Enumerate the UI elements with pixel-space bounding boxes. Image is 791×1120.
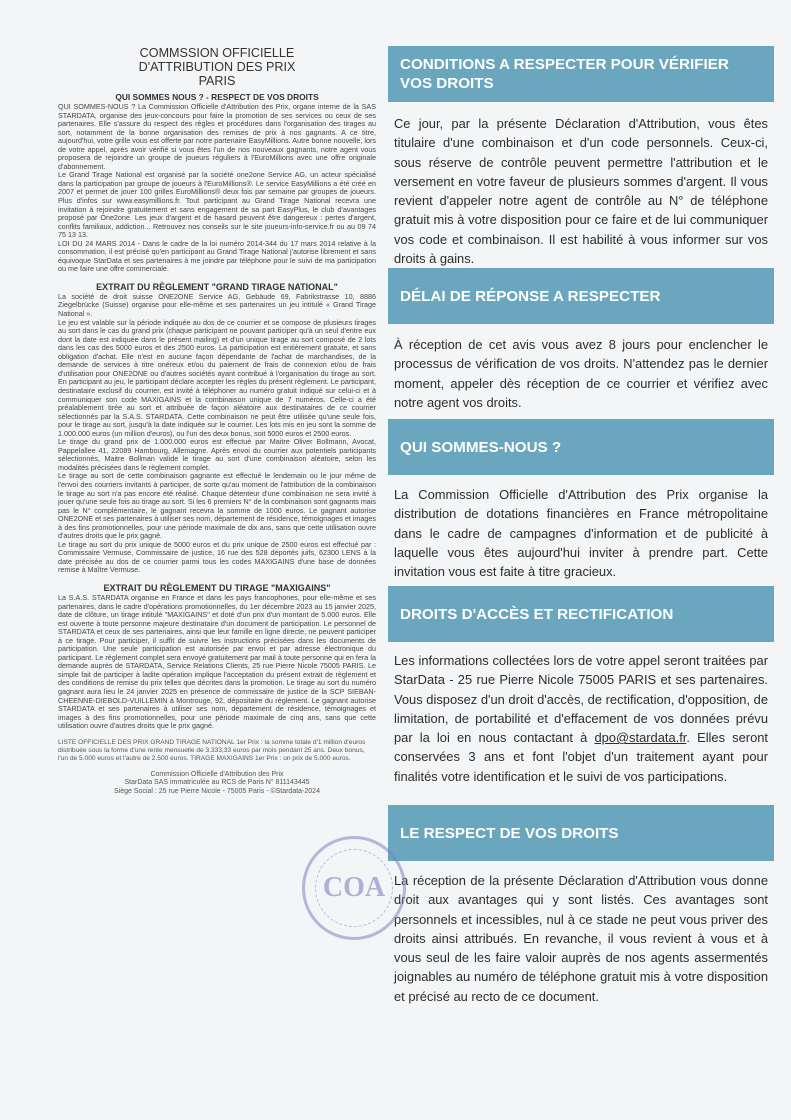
footer-line-3: Siège Social : 25 rue Pierre Nicole - 75005 Paris - ©Stardata-2024 [114,787,320,795]
who-banner: QUI SOMMES-NOUS ? [388,419,774,475]
gtn-paragraph-5: Le tirage au sort du prix unique de 5000 euros et du prix unique de 2500 euros est effectué par : Commissaire Vermuse, Commissaire de justice, 16 rue des 528 déportés juifs, 62300 LENS à la date précisée au dos de ce courrier parmi tous les codes MAXIGAINS d'une base de données remise à Maître Vermuse. [58,539,376,575]
regulations-column [58,46,376,796]
delay-banner: DÉLAI DE RÉPONSE A RESPECTER [388,268,774,324]
gtn-paragraph-2: Le jeu est valable sur la période indiquée au dos de ce courrier et se compose de plusieurs tirages au sort dans le cas du grand prix (chaque participant ne pouvant participer qu'à un seul d'entre eux dont la date est indiquée dans le présent mailing) et d'un unique tirage au sort composé de 2 lots dans les cas des 5000 euros et des 2500 euros. La participation est entièrement gratuite, et sans obligation d'achat. Elle n'est en aucune façon dépendante de l'achat de marchandises, de la demande de services à titre onéreux et/ou du paiement de frais de connexion et/ou de frais d'utilisation pour ONE2ONE ou d'autres sociétés ayant contribué à l'organisation du tirage au sort. En participant au jeu, le participant déclare accepter les règles du présent règlement. Le participant, destinataire exclusif du courrier, est invité à téléphoner au numéro gratuit indiqué sur celui-ci et à communiquer son code MAXIGAINS et la combinaison unique de 7 numéros. Celle-ci a été préalablement tirée au sort et attribuée de façon aléatoire aux destinataires de ce courrier sélectionnés par la S.A.S. STARDATA. Cette combinaison ne peut être utilisée qu'une seule fois, pour le tirage au sort, jusqu'à la date indiquée sur le courrier. Les lots mis en jeu sont la somme de 1.000.000 euros (un million d'euros), ou l'un des deux bonus, soit 5000 euros et 2500 euros. [58,317,376,438]
title-line-1: COMMSSION OFFICIELLE [139,46,295,60]
access-rights-banner: DROITS D'ACCÈS ET RECTIFICATION [388,586,774,642]
commission-title [58,46,376,88]
respect-text: La réception de la présente Déclaration d'Attribution vous donne droit aux avantages qui y sont listés. Ces avantages sont personnels et incessibles, nul à ce stade ne peut vous priver des droits ainsi attribués. En revanche, il vous revient à vous et à vous seul de les faire valoir auprès de nos agents assermentés joignables au numéro de téléphone gratuit mis à votre disposition et précisé au recto de ce document. [394,873,768,1004]
access-rights-text-after: . Elles seront conservées 3 ans et font l'objet d'un traitement ayant pour finalités votre identification et le suivi de vos participations. [394,730,768,784]
company-footer [58,771,376,797]
who-paragraph-1: QUI SOMMES-NOUS ? La Commission Officielle d'Attribution des Prix, organe interne de la SAS STARDATA, organise des jeux-concours pour faire la promotion de ses services ou ceux de ses partenaires. Elle s'assure du respect des règles et procédures dans l'organisation des tirages au sort, notamment de la bonne organisation des remises de prix à nos gagnants. A ce titre, aujourd'hui, votre grille vous est offerte par notre partenaire EasyMillions. Autre bonne nouvelle, lors de votre appel, après avoir vérifié si vous êtes l'un de nos nouveaux gagnants, notre agent vous proposera de rejoindre un groupe de joueurs réguliers à l'EuroMillions avec une offre originale d'abonnement. [58,102,376,171]
footer-line-2: StarData SAS immatriculée au RCS de Paris N° 811143445 [124,779,310,787]
maxigains-paragraph: La S.A.S. STARDATA organise en France et dans les pays francophones, pour elle-même et ses partenaires, dans le cadre d'opérations promotionnelles, du 1er décembre 2023 au 15 janvier 2025, date de clôture, un tirage intitulé "MAXIGAINS" et doté d'un prix d'un montant de 5.000 euros. Elle est ouverte à toute personne majeure destinataire d'un document de participation. Le personnel de STARDATA et ceux de ses partenaires, ainsi que leur famille en ligne directe, ne peuvent participer à ce tirage. Pour participer, il suffit de suivre les instructions précisées dans les documents de participation. Une seule participation est autorisée par envoi et par adresse électronique du participant. Le règlement complet sera envoyé gratuitement par mail à toute personne qui en fera la demande auprès de STARDATA, Service Relations Clients, 25 rue Pierre Nicole 75005 PARIS. Le simple fait de participer à ladite opération implique l'acceptation du présent extrait de règlement et des conditions de remise du prix telles que décrites dans la promotion. Le tirage au sort du numéro gagnant aura lieu le 24 janvier 2025 en présence de commissaire de justice de la SCP SIEBAN-CHEENNE-DIEBOLD-VUILLEMIN à Montrouge, 92, dépositaire du règlement. Le gagnant autorise STARDATA et ses partenaires à utiliser ses nom, département de résidence, témoignages et images à des fins promotionnelles, pour une période maximale de cinq ans, sans que cette utilisation ouvre d'autres droits que le prix gagné. [58,592,376,731]
title-line-2: D'ATTRIBUTION DES PRIX [138,60,296,74]
seal-monogram: COA [315,849,393,927]
access-rights-text [394,651,768,786]
access-rights-text-before: Les informations collectées lors de votre appel seront traitées par StarData - 25 rue Pierre Nicole 75005 PARIS et ses partenaires. Vous disposez d'un droit d'accès, de rectification, d'opposition, de limitation, de portabilité et d'effacement de vos données prévu par la loi en nous contactant à [394,653,768,746]
who-heading: QUI SOMMES NOUS ? - RESPECT DE VOS DROITS [115,92,319,102]
dpo-email-link[interactable]: dpo@stardata.fr [594,730,687,746]
title-line-3: PARIS [198,74,236,88]
gtn-paragraph-1: La société de droit suisse ONE2ONE Service AG, Gebäude 69, Fabrikstrasse 10, 8886 Ziegelbrücke (Suisse) organise pour elle-même et ses partenaires un jeu intitulé « Grand Tirage National ». [58,291,376,319]
gtn-paragraph-3: Le tirage du grand prix de 1.000.000 euros est effectué par Maitre Oliver Bollmann, Avocat, Pappelallee 41, 22089 Hambourg, Allemagne. Après envoi du courrier aux potentiels participants sélectionnés, Maitre Bollman valide le tirage au sort d'une combinaison aléatoire, selon les modalités précisées dans le règlement complet. [58,437,376,472]
respect-banner: LE RESPECT DE VOS DROITS [388,805,774,861]
gtn-paragraph-4: Le tirage au sort de cette combinaison gagnante est effectué le lendemain ou le jour même de l'envoi des courriers invitants à participer, de sorte qu'au moment de l'attribution de la combinaison le tirage au sort n'a pas encore été réalisé. Chaque détenteur d'une combinaison ne sera invité à jouer qu'une seule fois au tirage au sort. Si les 6 premiers N° de la combinaison sont gagnants mais pas le N° complémentaire, le gagnant recevra la somme de 1000 euros. Le gagnant autorise ONE2ONE et ses partenaires à utiliser ses nom, département de résidence, témoignages et images à des fins promotionnelles, pour une période maximale de dix ans, sans que cette utilisation ouvre d'autres droits que le prix gagné. [58,471,377,541]
prize-list-footnote: LISTE OFFICIELLE DES PRIX GRAND TIRAGE NATIONAL 1er Prix : la somme totale d'1 million d'euros distribuée sous la forme d'une rente mensuelle de 3.333,33 euros par mois pendant 25 ans. Deux bonus, l'un de 5.000 euros et l'autre de 2.500 euros. TIRAGE MAXIGAINS 1er Prix : un prix de 5.000 euros. [58,738,366,762]
who-paragraph-2: Le Grand Tirage National est organisé par la société one2one Service AG, un acteur spécialisé dans la participation par groupe de joueurs à l'EuroMillions®. Le service EasyMillions a été créé en 2007 et permet de jouer 100 grilles EuroMillions® deux fois par semaine par groupes de joueurs. Plus d'infos sur www.easymillions.fr. Tout participant au Grand Tirage National recevra une invitation à rejoindre gratuitement et sans engagement de sa part EasyPlus, le club d'avantages proposé par One2one. Les jeux d'argent et de hasard peuvent être dangereux : pertes d'argent, conflits familiaux, addiction... Retrouvez nos conseils sur le site joueurs-info-service.fr ou au 09 74 75 13 13. [58,170,376,240]
official-seal-stamp [302,836,406,940]
who-text: La Commission Officielle d'Attribution des Prix organise la distribution de dotations financières en France métropolitaine dans le cadre de campagnes d'information et de publicité à laquelle vous êtes aujourd'hui inviter à prendre part. Cette invitation vous est faite à titre gracieux. [394,487,768,580]
delay-text: À réception de cet avis vous avez 8 jours pour enclencher le processus de vérification de vos droits. N'attendez pas le dernier moment, appeler dès réception de ce courrier et vérifiez avec notre agent vos droits. [394,337,768,410]
footer-line-1: Commission Officielle d'Attribution des Prix [150,770,284,778]
who-paragraph-3: LOI DU 24 MARS 2014 - Dans le cadre de la loi numéro 2014-344 du 17 mars 2014 relative à la consommation, il est précisé qu'en participant au Grand Tirage National j'autorise librement et sans équivoque StarData et ses partenaires à me joindre par téléphone pour le suivi de ma participation ou me faire une offre commerciale. [58,238,376,274]
gtn-heading: EXTRAIT DU RÈGLEMENT "GRAND TIRAGE NATIONAL" [96,281,338,292]
conditions-text: Ce jour, par la présente Déclaration d'Attribution, vous êtes titulaire d'une combinaison et d'un code personnels. Ceux-ci, sous réserve de contrôle peuvent permettre l'attribution et le versement en votre faveur de plusieurs sommes d'argent. Il vous revient d'appeler notre agent de contrôle au N° de téléphone gratuit mis à votre disposition pour ce faire et de lui communiquer vos code et combinaison. Il est habilité à vous informer sur vos droits à gains. [394,116,768,267]
conditions-banner: CONDITIONS A RESPECTER POUR VÉRIFIER VOS DROITS [388,46,774,102]
maxigains-heading: EXTRAIT DU RÈGLEMENT DU TIRAGE "MAXIGAINS" [103,582,331,593]
